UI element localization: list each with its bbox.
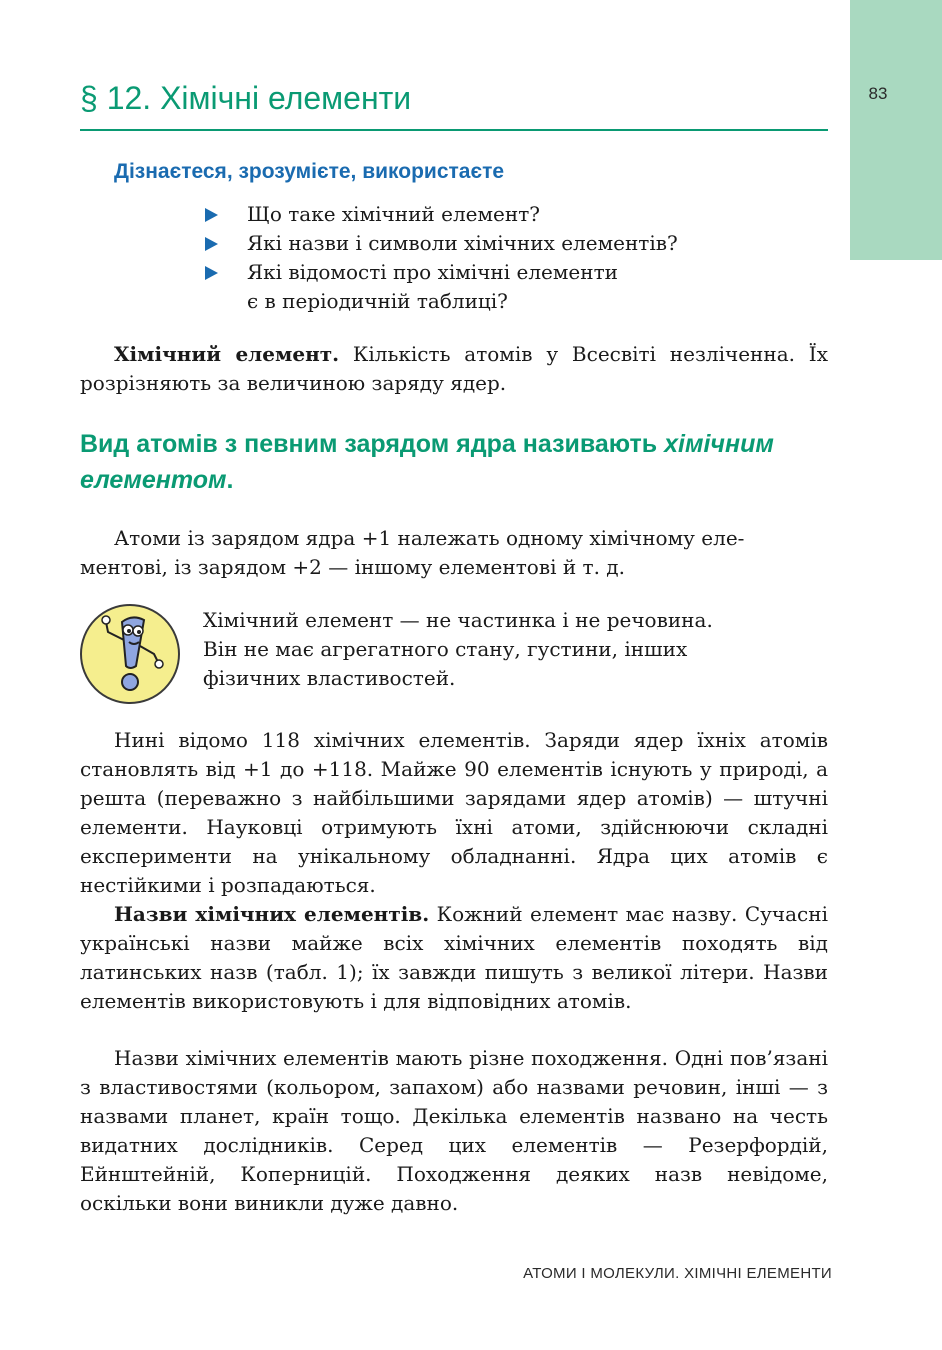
page-number: 83 [868, 84, 888, 103]
names-text: Кожний елемент має назву. Сучасні українські назви майже всіх хімічних елементів походять від латинських назв (табл. 1); їх завжди пишуть з великої літери. Назви елементів використовують і для відповідних атомів. [80, 902, 828, 1013]
title-rule [80, 129, 828, 131]
note-text: Хімічний елемент — не частинка і не речовина. Він не має агрегатного стану, густини, інших фізичних властивостей. [203, 608, 713, 690]
chapter-tab [850, 0, 942, 260]
intro-bold: Хімічний елемент. [114, 342, 340, 366]
goal-text: Які назви і символи хімічних елементів? [247, 231, 678, 255]
names-bold: Назви хімічних елементів. [114, 902, 430, 926]
definition-end: . [226, 466, 234, 494]
running-footer: АТОМИ І МОЛЕКУЛИ. ХІМІЧНІ ЕЛЕМЕНТИ [523, 1265, 832, 1282]
definition-term: хімічним елементом [80, 430, 774, 494]
triangle-bullet-icon [205, 237, 218, 251]
goal-text: Які відомості про хімічні елементи є в періодичній таблиці? [247, 260, 618, 313]
goal-text: Що таке хімічний елемент? [247, 202, 540, 226]
body-paragraph-3: Назви хімічних елементів мають різне походження. Одні пов’язані з властивостями (кольором, запахом) або назвами речовин, інші — з назвами планет, країн тощо. Декілька елементів названо на честь видатних дослідників. Серед цих елементів — Резерфордій, Ейнштейній, Коперницій. Походження деяких назв невідоме, оскільки вони виникли дуже давно. [80, 1046, 828, 1215]
definition-text: Вид атомів з певним зарядом ядра називають [80, 430, 665, 458]
goal-item [203, 258, 678, 316]
goal-item [203, 229, 678, 258]
goals-heading: Дізнаєтеся, зрозумієте, використаєте [114, 160, 505, 183]
page-title: § 12. Хімічні елементи [80, 80, 412, 116]
body-paragraph-2 [80, 900, 828, 1016]
exclamation-mascot-icon [80, 604, 180, 704]
triangle-bullet-icon [205, 266, 218, 280]
goals-list [203, 200, 678, 316]
intro-paragraph [80, 340, 828, 398]
intro-text: Кількість атомів у Всесвіті незліченна. Їх розрізняють за величиною заряду ядер. [80, 342, 828, 395]
triangle-bullet-icon [205, 208, 218, 222]
example-paragraph: Атоми із зарядом ядра +1 належать одному хімічному еле- ментові, із зарядом +2 — іншому елементові й т. д. [80, 526, 745, 579]
definition [80, 426, 840, 498]
goal-item [203, 200, 678, 229]
body-paragraph-1: Нині відомо 118 хімічних елементів. Заряди ядер їхніх атомів становлять від +1 до +118. Майже 90 елементів існують у природі, а решта (переважно з найбільшими зарядами ядер атомів) — штучні елементи. Науковці отримують їхні атоми, здійснюючи складні експерименти на унікальному обладнанні. Ядра цих атомів є нестійкими і розпадаються. [80, 728, 828, 897]
